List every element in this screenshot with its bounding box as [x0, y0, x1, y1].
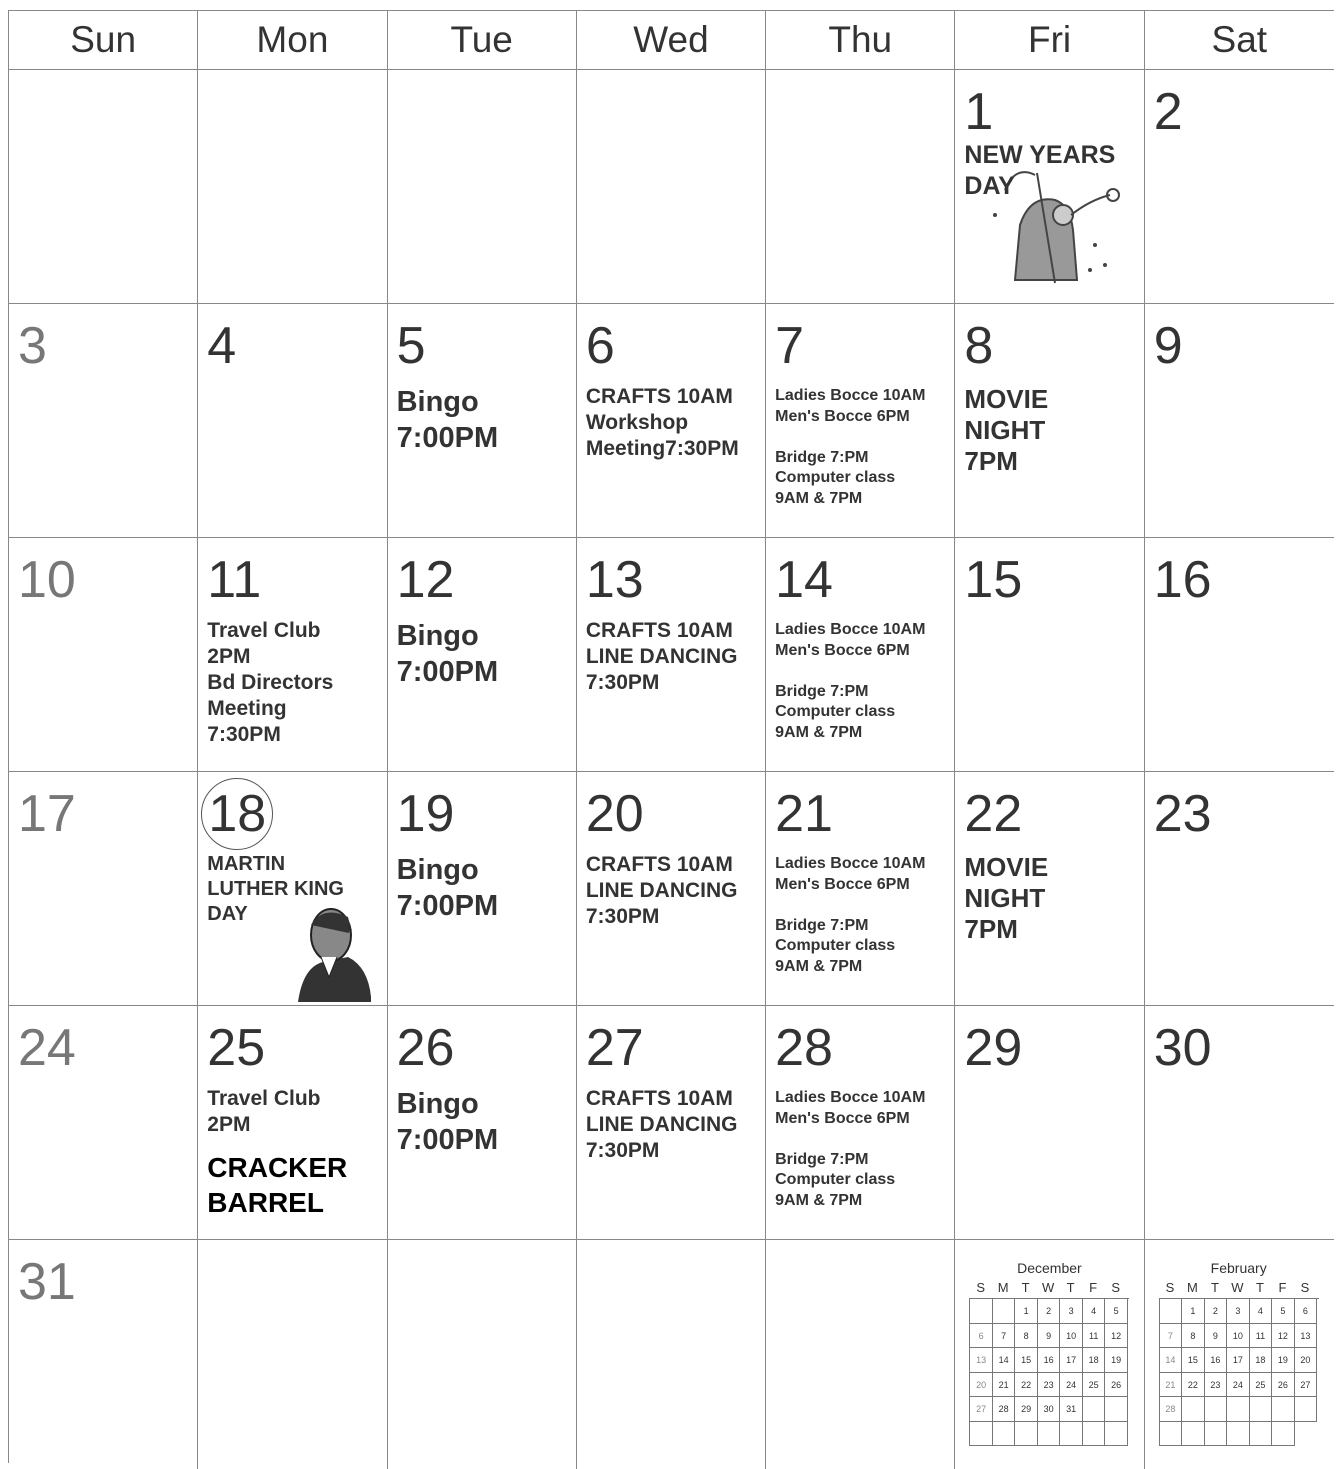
mini-weekday: W	[1231, 1280, 1244, 1295]
mini-day: 7	[993, 1324, 1016, 1349]
day-cell[interactable]	[577, 70, 766, 303]
day-cell[interactable]	[577, 304, 766, 537]
day-cell[interactable]	[198, 772, 387, 1005]
day-number: 12	[396, 551, 455, 609]
event-text: NEW YEARS DAY	[964, 141, 1116, 200]
mini-day: 22	[1015, 1373, 1038, 1398]
mini-day: 27	[1295, 1373, 1318, 1398]
day-cell[interactable]	[198, 1240, 387, 1469]
mini-day	[1250, 1397, 1273, 1422]
day-number: 17	[18, 785, 76, 843]
day-cell[interactable]	[1145, 304, 1334, 537]
month-calendar	[8, 10, 1334, 1463]
event-text: Bingo 7:00PM	[396, 386, 499, 454]
day-number: 2	[1153, 83, 1183, 141]
day-number: 10	[18, 551, 76, 609]
mini-day	[1205, 1397, 1228, 1422]
day-number: 20	[585, 785, 644, 843]
day-cell[interactable]	[766, 1240, 955, 1469]
weekday-header-thu: Thu	[766, 11, 955, 69]
event-text: CRAFTS 10AM Workshop Meeting7:30PM	[585, 385, 739, 460]
day-number	[207, 778, 377, 850]
mini-day	[1105, 1397, 1128, 1422]
day-number: 4	[207, 317, 237, 375]
event-highlight: CRACKER BARREL	[207, 1152, 348, 1218]
mini-day	[1227, 1397, 1250, 1422]
event-text: Ladies Bocce 10AM Men's Bocce 6PM Bridge 7:PM Computer class 9AM & 7PM	[775, 855, 926, 975]
mini-day: 23	[1205, 1373, 1228, 1398]
mini-weekday: S	[976, 1280, 985, 1295]
day-cell[interactable]	[9, 772, 198, 1005]
mini-weekday: S	[1165, 1280, 1175, 1295]
mini-day	[993, 1299, 1016, 1324]
event-text: Ladies Bocce 10AM Men's Bocce 6PM Bridge 7:PM Computer class 9AM & 7PM	[775, 387, 926, 507]
day-number: 30	[1153, 1019, 1212, 1077]
day-cell[interactable]	[198, 304, 387, 537]
day-cell[interactable]	[577, 1240, 766, 1469]
event-text: Bingo 7:00PM	[396, 620, 499, 688]
weekday-header-sat: Sat	[1211, 19, 1268, 60]
mini-day	[970, 1299, 993, 1324]
mini-day: 3	[1227, 1299, 1250, 1324]
mini-day: 7	[1160, 1324, 1183, 1349]
mini-day: 15	[1015, 1348, 1038, 1373]
day-cell[interactable]	[9, 304, 198, 537]
mini-weekday: F	[1278, 1280, 1287, 1295]
mini-day: 19	[1105, 1348, 1128, 1373]
day-cell[interactable]	[1145, 538, 1334, 771]
event-text: CRAFTS 10AM LINE DANCING 7:30PM	[585, 619, 738, 694]
week-row	[9, 1240, 1334, 1469]
week-row	[9, 304, 1334, 538]
day-number: 25	[207, 1019, 266, 1077]
mini-weekday: S	[1111, 1280, 1120, 1295]
day-number: 31	[18, 1253, 76, 1311]
mini-day: 26	[1105, 1373, 1128, 1398]
day-cell[interactable]	[388, 538, 577, 771]
mini-day	[970, 1422, 993, 1447]
mini-day: 12	[1105, 1324, 1128, 1349]
event-text: Ladies Bocce 10AM Men's Bocce 6PM Bridge 7:PM Computer class 9AM & 7PM	[775, 1089, 926, 1209]
mini-day: 2	[1038, 1299, 1061, 1324]
mini-day: 20	[1295, 1348, 1318, 1373]
day-cell[interactable]	[388, 772, 577, 1005]
mini-day: 3	[1060, 1299, 1083, 1324]
mini-day: 10	[1060, 1324, 1083, 1349]
mini-day: 16	[1038, 1348, 1061, 1373]
day-cell[interactable]	[198, 70, 387, 303]
mini-day: 31	[1060, 1397, 1083, 1422]
weekday-header-row	[9, 11, 1334, 70]
mini-day: 26	[1272, 1373, 1295, 1398]
day-cell[interactable]	[955, 1240, 1144, 1469]
mini-day	[1038, 1422, 1061, 1447]
mini-day: 11	[1083, 1324, 1106, 1349]
day-number: 3	[18, 317, 47, 375]
weekday-header-tue: Tue	[388, 11, 577, 69]
mini-day	[1160, 1422, 1183, 1447]
day-number: 27	[585, 1019, 644, 1077]
day-cell[interactable]	[1145, 1006, 1334, 1239]
day-number: 8	[964, 317, 994, 375]
mini-day: 25	[1083, 1373, 1106, 1398]
mini-day: 21	[1160, 1373, 1183, 1398]
mini-day	[993, 1422, 1016, 1447]
mini-day: 22	[1182, 1373, 1205, 1398]
day-number: 16	[1153, 551, 1212, 609]
day-cell[interactable]	[577, 538, 766, 771]
mini-day: 6	[1295, 1299, 1318, 1324]
mini-day	[1272, 1397, 1295, 1422]
day-cell[interactable]	[766, 1006, 955, 1239]
event-text: MOVIE NIGHT 7PM	[964, 852, 1049, 944]
mini-day: 25	[1250, 1373, 1273, 1398]
mini-day: 17	[1060, 1348, 1083, 1373]
day-cell[interactable]	[577, 1006, 766, 1239]
mini-day: 24	[1060, 1373, 1083, 1398]
day-number: 14	[775, 551, 833, 609]
day-cell[interactable]	[955, 1006, 1144, 1239]
mini-day	[1182, 1422, 1205, 1447]
mini-day: 1	[1182, 1299, 1205, 1324]
day-cell[interactable]	[577, 772, 766, 1005]
mini-day: 8	[1015, 1324, 1038, 1349]
mini-day	[1295, 1397, 1318, 1422]
weekday-header-wed: Wed	[577, 11, 766, 69]
week-row	[9, 70, 1334, 304]
day-number: 26	[396, 1019, 455, 1077]
mini-day	[1205, 1422, 1228, 1447]
mini-day: 17	[1227, 1348, 1250, 1373]
day-cell[interactable]	[955, 304, 1144, 537]
day-cell[interactable]	[766, 538, 955, 771]
mini-weekday: T	[1066, 1280, 1075, 1295]
day-cell[interactable]	[9, 1006, 198, 1239]
mlk-portrait-icon	[293, 897, 373, 1005]
day-number: 21	[775, 785, 833, 843]
week-row	[9, 538, 1334, 772]
day-cell[interactable]	[9, 538, 198, 771]
day-cell[interactable]	[198, 1006, 387, 1239]
weekday-header-sun: Sun	[9, 11, 198, 69]
mini-day: 28	[993, 1397, 1016, 1422]
mini-weekday: T	[1021, 1280, 1030, 1295]
mini-day: 14	[1160, 1348, 1183, 1373]
mini-day: 16	[1205, 1348, 1228, 1373]
day-cell[interactable]	[388, 70, 577, 303]
mini-day: 5	[1105, 1299, 1128, 1324]
mini-day: 2	[1205, 1299, 1228, 1324]
mini-weekday: T	[1210, 1280, 1219, 1295]
day-number: 23	[1153, 785, 1212, 843]
mini-day: 4	[1250, 1299, 1273, 1324]
mini-weekday: F	[1089, 1280, 1098, 1295]
mini-day: 24	[1227, 1373, 1250, 1398]
mini-day: 10	[1227, 1324, 1250, 1349]
day-number: 13	[585, 551, 644, 609]
mini-weekday: M	[997, 1280, 1009, 1295]
mini-weekday: M	[1187, 1280, 1198, 1295]
mini-calendar-dec	[969, 1260, 1129, 1446]
day-cell[interactable]	[388, 1006, 577, 1239]
mini-calendar-title: February	[1210, 1260, 1267, 1276]
mini-weekday: T	[1255, 1280, 1264, 1295]
event-text: Bingo 7:00PM	[396, 854, 499, 922]
day-number: 6	[585, 317, 615, 375]
mini-day: 28	[1160, 1397, 1183, 1422]
mini-day: 1	[1015, 1299, 1038, 1324]
mini-calendar-grid	[1159, 1298, 1319, 1446]
mini-day: 13	[970, 1348, 993, 1373]
mini-day: 18	[1250, 1348, 1273, 1373]
day-cell[interactable]	[1145, 1240, 1334, 1469]
day-cell[interactable]	[388, 304, 577, 537]
day-cell[interactable]	[955, 70, 1144, 303]
mini-weekday: S	[1300, 1280, 1310, 1295]
event-text: CRAFTS 10AM LINE DANCING 7:30PM	[585, 1087, 738, 1162]
day-number: 28	[775, 1019, 833, 1077]
day-cell[interactable]	[388, 1240, 577, 1469]
day-number: 9	[1153, 317, 1183, 375]
day-cell[interactable]	[198, 538, 387, 771]
day-number: 1	[964, 83, 994, 141]
mini-day	[1083, 1422, 1106, 1447]
mini-calendar-weekdays	[1159, 1280, 1319, 1295]
day-number: 19	[396, 785, 455, 843]
mini-day: 12	[1272, 1324, 1295, 1349]
mini-day	[1015, 1422, 1038, 1447]
mini-day: 23	[1038, 1373, 1061, 1398]
mini-day	[1182, 1397, 1205, 1422]
mini-day: 11	[1250, 1324, 1273, 1349]
day-cell[interactable]	[955, 772, 1144, 1005]
mini-day	[1227, 1422, 1250, 1447]
mini-calendar-feb	[1159, 1260, 1319, 1446]
event-text: CRAFTS 10AM LINE DANCING 7:30PM	[585, 853, 738, 928]
mini-day	[1160, 1299, 1183, 1324]
day-cell[interactable]	[1145, 772, 1334, 1005]
day-cell[interactable]	[766, 70, 955, 303]
day-cell[interactable]	[9, 1240, 198, 1469]
mini-day: 8	[1182, 1324, 1205, 1349]
day-number: 22	[964, 785, 1023, 843]
week-row	[9, 1006, 1334, 1240]
mini-day	[1250, 1422, 1273, 1447]
mini-day	[1083, 1397, 1106, 1422]
mini-day: 18	[1083, 1348, 1106, 1373]
calendar-weeks	[9, 70, 1334, 1469]
mini-day: 9	[1038, 1324, 1061, 1349]
mini-day: 21	[993, 1373, 1016, 1398]
mini-day: 4	[1083, 1299, 1106, 1324]
mini-day: 19	[1272, 1348, 1295, 1373]
circled-day-number: 18	[201, 778, 273, 850]
day-cell[interactable]	[955, 538, 1144, 771]
day-number: 15	[964, 551, 1023, 609]
mini-day: 30	[1038, 1397, 1061, 1422]
mini-weekday: W	[1042, 1280, 1055, 1295]
mini-calendar-grid	[969, 1298, 1129, 1446]
weekday-header-mon: Mon	[198, 11, 387, 69]
mini-day: 6	[970, 1324, 993, 1349]
mini-day: 15	[1182, 1348, 1205, 1373]
day-number: 24	[18, 1019, 76, 1077]
day-number: 29	[964, 1019, 1023, 1077]
mini-day: 14	[993, 1348, 1016, 1373]
mini-day: 5	[1272, 1299, 1295, 1324]
mini-day: 20	[970, 1373, 993, 1398]
event-text: MARTIN LUTHER KING DAY	[207, 853, 344, 925]
mini-calendar-weekdays	[969, 1280, 1129, 1295]
mini-calendar-title: December	[1017, 1260, 1082, 1276]
day-cell[interactable]	[1145, 70, 1334, 303]
mini-day: 13	[1295, 1324, 1318, 1349]
mini-day	[1105, 1422, 1128, 1447]
weekday-header-fri: Fri	[955, 11, 1144, 69]
event-text: Travel Club 2PM	[207, 1087, 321, 1136]
event-text: MOVIE NIGHT 7PM	[964, 384, 1049, 476]
week-row	[9, 772, 1334, 1006]
event-text: Ladies Bocce 10AM Men's Bocce 6PM Bridge 7:PM Computer class 9AM & 7PM	[775, 621, 926, 741]
mini-day: 9	[1205, 1324, 1228, 1349]
mini-day: 29	[1015, 1397, 1038, 1422]
event-text: Travel Club 2PM Bd Directors Meeting 7:30PM	[207, 619, 334, 746]
day-number: 5	[396, 317, 426, 375]
day-number: 11	[207, 551, 262, 609]
event-text: Bingo 7:00PM	[396, 1088, 499, 1156]
mini-day	[1272, 1422, 1295, 1447]
day-cell[interactable]	[9, 70, 198, 303]
day-cell[interactable]	[766, 304, 955, 537]
mini-day	[1060, 1422, 1083, 1447]
day-cell[interactable]	[766, 772, 955, 1005]
mini-day: 27	[970, 1397, 993, 1422]
day-number: 7	[775, 317, 805, 375]
